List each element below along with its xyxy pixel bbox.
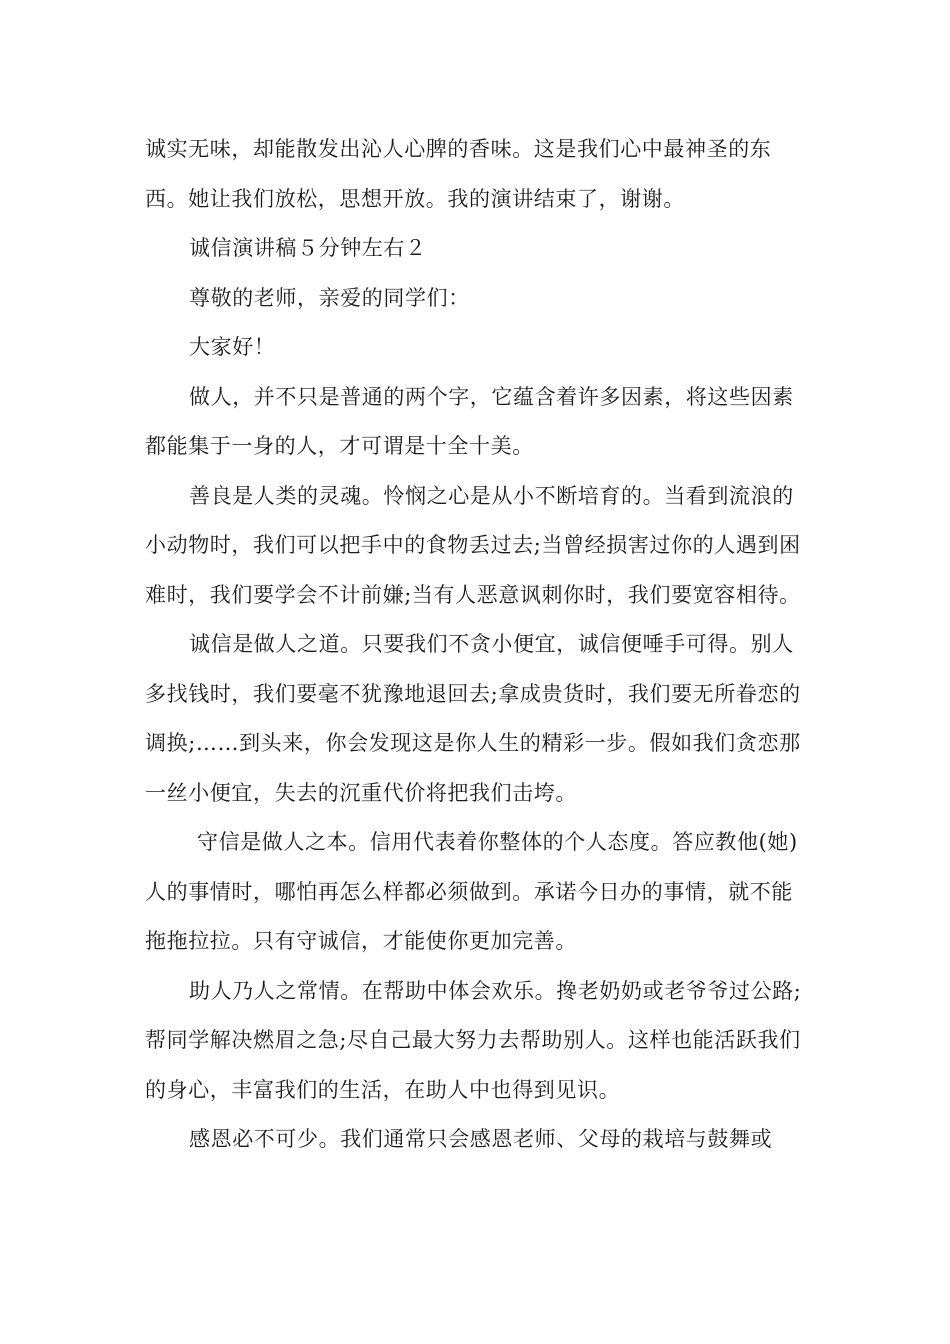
greeting: 大家好！ bbox=[189, 335, 276, 359]
paragraph: 守信是做人之本。信用代表着你整体的个人态度。答应教他(她)人的事情时，哪怕再怎么样都必须做到。承诺今日办的事情，就不能拖拖拉拉。只有守诚信，才能使你更加完善。 bbox=[145, 830, 798, 953]
paragraph: 诚信是做人之道。只要我们不贪小便宜，诚信便唾手可得。别人多找钱时，我们要毫不犹豫地退回去;拿成贵货时，我们要无所眷恋的调换;……到头来，你会发现这是你人生的精彩一步。假如我们贪恋那一丝小便宜，失去的沉重代价将把我们击垮。 bbox=[145, 632, 801, 805]
speech-title: 诚信演讲稿５分钟左右２ bbox=[189, 236, 427, 260]
paragraph: 善良是人类的灵魂。怜悯之心是从小不断培育的。当看到流浪的小动物时，我们可以把手中的食物丢过去;当曾经损害过你的人遇到困难时，我们要学会不计前嫌;当有人恶意讽刺你时，我们要宽容相待。 bbox=[145, 483, 801, 607]
paragraph: 做人，并不只是普通的两个字，它蕴含着许多因素，将这些因素都能集于一身的人，才可谓是十全十美。 bbox=[145, 384, 794, 458]
document-body bbox=[145, 125, 810, 1165]
paragraph: 助人乃人之常情。在帮助中体会欢乐。搀老奶奶或老爷爷过公路;帮同学解决燃眉之急;尽自己最大努力去帮助别人。这样也能活跃我们的身心，丰富我们的生活，在助人中也得到见识。 bbox=[145, 978, 802, 1102]
closing-paragraph: 诚实无味，却能散发出沁人心脾的香味。这是我们心中最神圣的东西。她让我们放松，思想开放。我的演讲结束了，谢谢。 bbox=[145, 137, 772, 211]
salutation: 尊敬的老师，亲爱的同学们： bbox=[189, 285, 470, 310]
paragraph: 感恩必不可少。我们通常只会感恩老师、父母的栽培与鼓舞或 bbox=[189, 1127, 773, 1151]
